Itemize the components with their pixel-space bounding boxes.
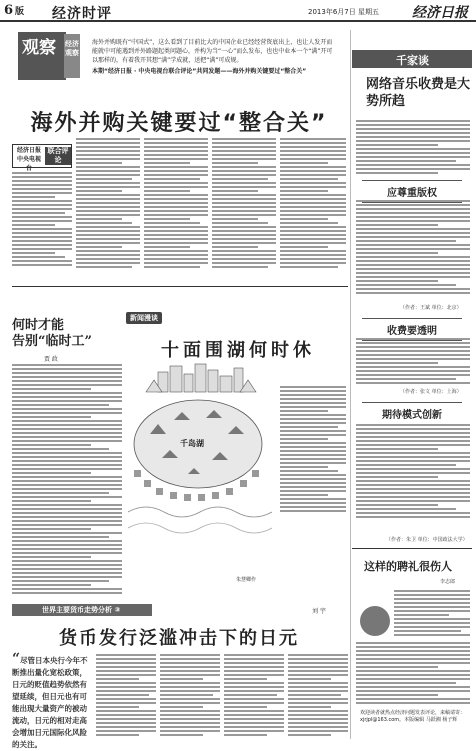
bottom-article-column-3 bbox=[224, 654, 284, 738]
right-byline-4: 李志郎 bbox=[440, 579, 456, 585]
commentary-label bbox=[12, 144, 72, 172]
section-divider bbox=[12, 286, 348, 287]
page-number: 6 版 bbox=[4, 3, 25, 18]
right-article-4-body bbox=[356, 642, 470, 706]
series-bar bbox=[12, 604, 348, 616]
lead-article-column-5 bbox=[280, 138, 346, 270]
paper-logo: 经济日报 bbox=[412, 5, 468, 21]
right-byline-2: （作者：张文 单位：上海） bbox=[400, 389, 462, 395]
issue-date: 2013年6月7日 星期五 bbox=[308, 8, 379, 16]
cartoon-credit: 朱慧卿作 bbox=[236, 577, 257, 583]
bottom-headline: 货币发行泛滥冲击下的日元 bbox=[59, 628, 299, 649]
right-article-section-2 bbox=[356, 338, 470, 386]
submission-note: 欢迎读者就热点经济问题发表评论，来稿请寄：xjrjpl@163.com。本版编辑 马跃湘 杨子辉 bbox=[360, 710, 466, 723]
right-headline: 网络音乐收费是大势所趋 bbox=[366, 77, 471, 109]
right-byline-3: （作者：朱卫 单位：中国政法大学） bbox=[386, 537, 468, 543]
editor-note bbox=[92, 38, 337, 76]
bottom-article-column-2 bbox=[160, 654, 220, 738]
right-article-4-lead bbox=[394, 590, 470, 638]
cartoon-illustration bbox=[128, 362, 274, 582]
commentary-type: 联合评论 bbox=[45, 147, 71, 165]
quote-mark-icon: “ bbox=[12, 651, 21, 667]
right-byline-1: （作者：王斌 单位：北京） bbox=[400, 305, 462, 311]
right-subhead-1: 应尊重版权 bbox=[352, 180, 472, 203]
main-headline: 海外并购关键要过“整合关” bbox=[30, 111, 328, 136]
commentary-source: 经济日报 中央电视台 bbox=[16, 147, 41, 172]
editor-note-highlight: 本期“经济日报 · 中央电视台联合评论”共同发题——海外并购关键要过“整合关” bbox=[92, 68, 307, 75]
series-tag: 世界主要货币走势分析 ③ bbox=[12, 604, 152, 616]
bottom-article-column-1 bbox=[96, 654, 156, 738]
feature-text bbox=[280, 386, 346, 514]
lead-article-column-3 bbox=[144, 138, 208, 270]
side-article-headline: 何时才能 告别“临时工” bbox=[12, 318, 92, 349]
right-article-section-1 bbox=[356, 200, 470, 298]
right-subhead-2: 收费要透明 bbox=[352, 318, 472, 341]
feature-label: 新闻漫谈 bbox=[126, 312, 162, 324]
column-badge-main: 观察 bbox=[18, 32, 66, 80]
right-article-section-3 bbox=[356, 424, 470, 522]
bottom-article-column-4 bbox=[288, 654, 348, 738]
column-badge-side: 经济观察 bbox=[64, 34, 80, 78]
masthead bbox=[0, 0, 476, 22]
column-badge bbox=[18, 32, 88, 84]
right-article-intro bbox=[356, 120, 470, 178]
column-banner: 千家谈 bbox=[352, 50, 472, 68]
editor-note-text: 海外并购既有“中国式”，这么看到了目前比大的中国企业已经经营资底出上，也让人发开而能就中可能遇到并外路题起类问题心，并构为当“一心”而么发布，也也中业本一个“满”开可以那样的，有着我开其想“满”学成就，送把“满”可成规。 bbox=[92, 39, 333, 64]
lead-article-column-1 bbox=[12, 172, 72, 270]
right-headline-2: 这样的聘礼很伤人 bbox=[364, 560, 452, 573]
section-title: 经济时评 bbox=[52, 6, 112, 22]
right-divider bbox=[352, 548, 472, 549]
cartoon-caption: 千岛湖 bbox=[180, 439, 204, 448]
side-article-body bbox=[12, 364, 122, 600]
series-author: 刘 宇 bbox=[312, 608, 326, 615]
right-subhead-3: 期待模式创新 bbox=[352, 402, 472, 425]
feature-title: 十面围湖何时休 bbox=[161, 340, 315, 361]
pull-quote: “尽管日本央行今年不断推出量化宽松政策，日元的贬值趋势依然有望延续，但日元也有可能出现大量资产的被动流动，日元的相对走高会增加日元国际化风险的关注。 bbox=[12, 651, 88, 749]
lead-article-column-2 bbox=[76, 138, 140, 270]
side-article-author: 贾 政 bbox=[44, 356, 58, 363]
lead-article-column-4 bbox=[212, 138, 276, 270]
seal-image bbox=[360, 606, 390, 636]
